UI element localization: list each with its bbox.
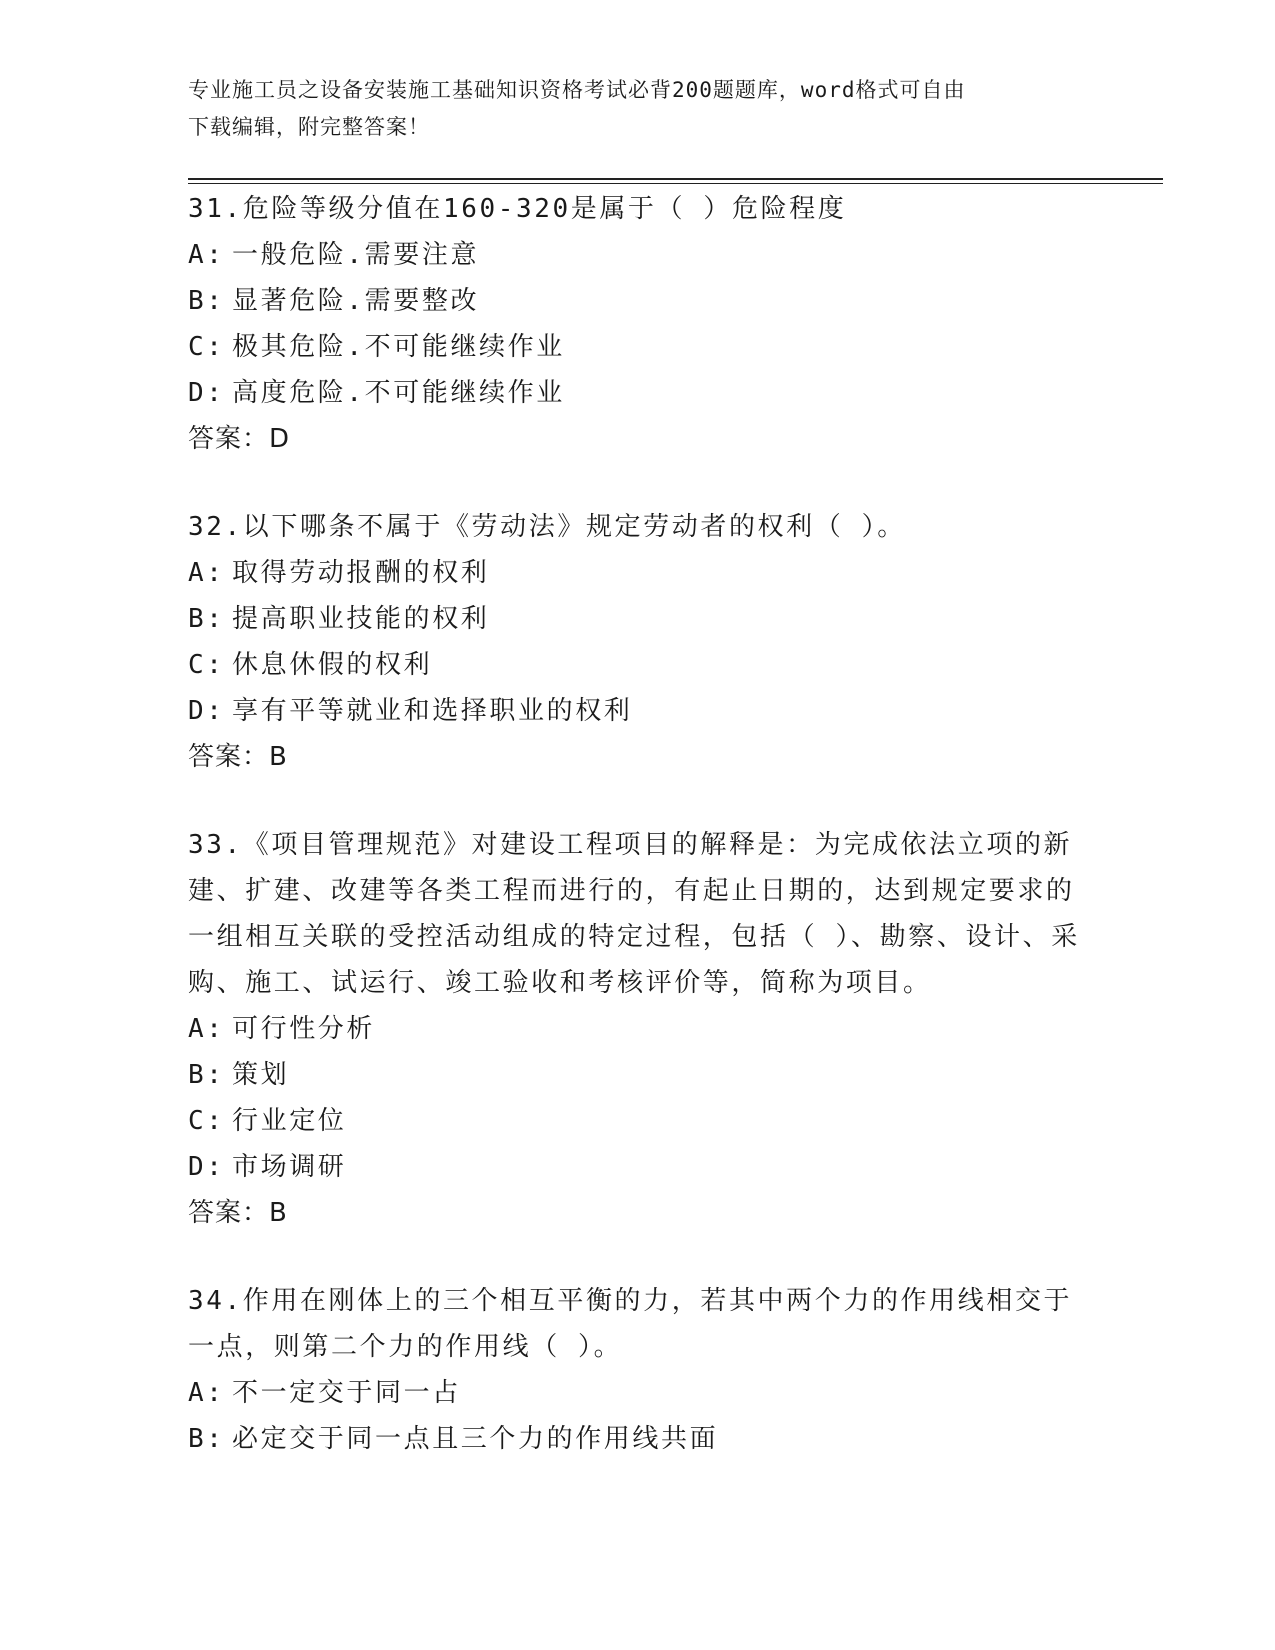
question-32 <box>188 504 1088 780</box>
option-text: 行业定位 <box>232 1106 347 1136</box>
question-stem: 32.以下哪条不属于《劳动法》规定劳动者的权利（ ）。 <box>188 512 906 542</box>
option-text: 可行性分析 <box>232 1014 376 1044</box>
option-key: C: <box>188 650 225 680</box>
option-b <box>188 1416 1088 1462</box>
option-b <box>188 1052 1088 1098</box>
question-33 <box>188 822 1088 1236</box>
option-key: A: <box>188 1014 225 1044</box>
question-list <box>188 186 1088 1504</box>
option-text: 极其危险.不可能继续作业 <box>232 332 565 362</box>
option-a <box>188 232 1088 278</box>
option-a <box>188 1370 1088 1416</box>
option-text: 策划 <box>232 1060 290 1090</box>
option-text: 不一定交于同一占 <box>232 1378 461 1408</box>
option-c <box>188 642 1088 688</box>
question-stem: 31.危险等级分值在160-320是属于（ ）危险程度 <box>188 194 847 224</box>
answer-line: 答案：B <box>188 1198 288 1228</box>
question-stem: 33.《项目管理规范》对建设工程项目的解释是：为完成依法立项的新建、扩建、改建等各类工程而进行的，有起止日期的，达到规定要求的一组相互关联的受控活动组成的特定过程，包括（ ）、勘察、设计、采购、施工、试运行、竣工验收和考核评价等，简称为项目。 <box>188 830 1080 998</box>
document-header <box>188 72 1068 146</box>
answer-line: 答案：B <box>188 742 288 772</box>
option-key: A: <box>188 1378 225 1408</box>
option-d <box>188 1144 1088 1190</box>
option-a <box>188 1006 1088 1052</box>
option-c <box>188 1098 1088 1144</box>
option-key: D: <box>188 696 225 726</box>
option-key: C: <box>188 332 225 362</box>
option-d <box>188 688 1088 734</box>
header-divider-thin <box>188 183 1163 184</box>
option-c <box>188 324 1088 370</box>
option-text: 休息休假的权利 <box>232 650 433 680</box>
option-key: B: <box>188 604 225 634</box>
option-text: 提高职业技能的权利 <box>232 604 490 634</box>
option-b <box>188 596 1088 642</box>
header-line-2: 下载编辑，附完整答案！ <box>188 115 430 139</box>
answer-line: 答案：D <box>188 424 291 454</box>
question-34 <box>188 1278 1088 1462</box>
option-key: A: <box>188 240 225 270</box>
option-key: D: <box>188 1152 225 1182</box>
option-d <box>188 370 1088 416</box>
option-a <box>188 550 1088 596</box>
option-text: 高度危险.不可能继续作业 <box>232 378 565 408</box>
option-text: 必定交于同一点且三个力的作用线共面 <box>232 1424 719 1454</box>
header-line-1: 专业施工员之设备安装施工基础知识资格考试必背200题题库，word格式可自由 <box>188 78 966 102</box>
question-stem: 34.作用在刚体上的三个相互平衡的力，若其中两个力的作用线相交于一点，则第二个力的作用线（ ）。 <box>188 1286 1073 1362</box>
option-text: 享有平等就业和选择职业的权利 <box>232 696 633 726</box>
option-b <box>188 278 1088 324</box>
header-divider-thick <box>188 178 1163 180</box>
option-key: C: <box>188 1106 225 1136</box>
option-key: A: <box>188 558 225 588</box>
option-key: D: <box>188 378 225 408</box>
option-key: B: <box>188 1424 225 1454</box>
option-key: B: <box>188 286 225 316</box>
option-text: 市场调研 <box>232 1152 347 1182</box>
option-text: 显著危险.需要整改 <box>232 286 480 316</box>
option-key: B: <box>188 1060 225 1090</box>
option-text: 取得劳动报酬的权利 <box>232 558 490 588</box>
question-31 <box>188 186 1088 462</box>
option-text: 一般危险.需要注意 <box>232 240 480 270</box>
